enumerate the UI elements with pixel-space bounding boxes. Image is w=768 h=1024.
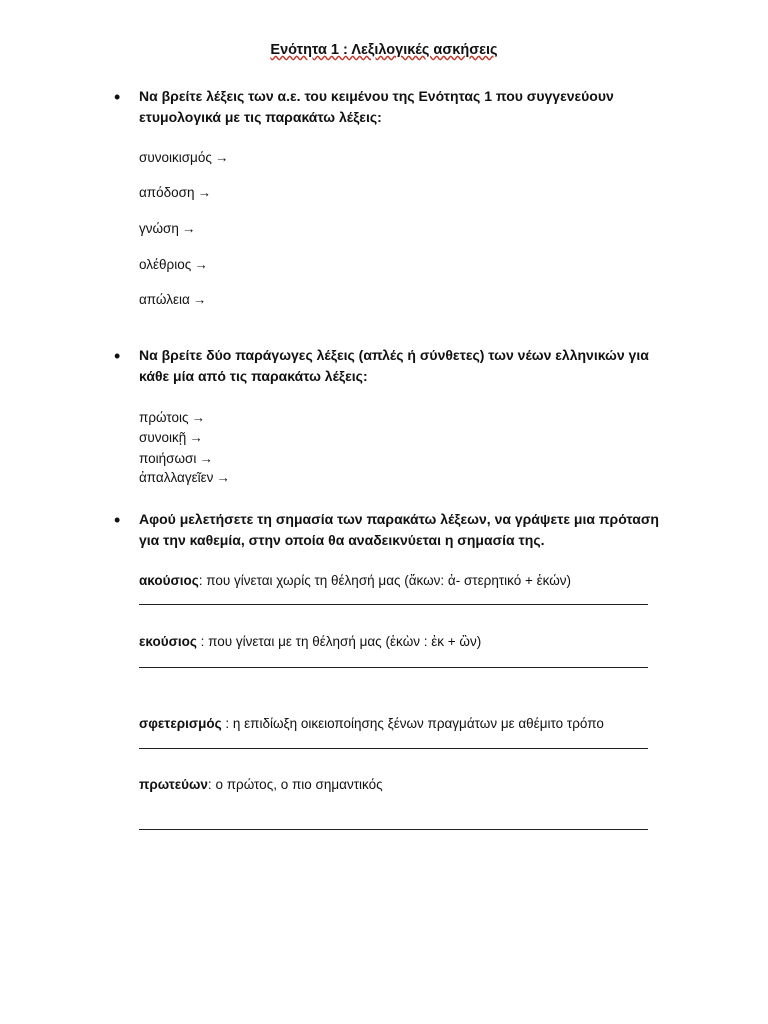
answer-line-2[interactable]: [139, 667, 648, 668]
definition-1: ακούσιος: που γίνεται χωρίς τη θέλησή μας (ἄκων: ἀ- στερητικό + ἑκών): [139, 573, 572, 588]
definition-3: σφετερισμός : η επιδίωξη οικειοποίησης ξένων πραγμάτων με αθέμιτο τρόπο: [139, 716, 604, 731]
exercise-1-word-1: συνοικισμός →: [139, 150, 229, 165]
bullet-2: •: [114, 346, 121, 366]
page-title: Ενότητα 1 : Λεξιλογικές ασκήσεις: [270, 42, 498, 58]
exercise-3-question: Αφού μελετήσετε τη σημασία των παρακάτω λέξεων, να γράψετε μια πρόταση για την καθεμία, στην οποία θα αναδεικνύεται η σημασία της.: [139, 511, 659, 548]
bullet-1: •: [114, 87, 121, 107]
definition-2: εκούσιος : που γίνεται με τη θέλησή μας (ἑκὼν : ἐκ + ὢν): [139, 634, 482, 649]
answer-line-3[interactable]: [139, 748, 648, 749]
exercise-1-word-4: ολέθριος →: [139, 257, 208, 272]
bullet-3: •: [114, 510, 121, 530]
answer-line-4[interactable]: [139, 829, 648, 830]
exercise-1-word-5: απώλεια →: [139, 292, 207, 307]
exercise-2-word-4: ἀπαλλαγεῖεν →: [139, 470, 230, 485]
exercise-2-question: Να βρείτε δύο παράγωγες λέξεις (απλές ή σύνθετες) των νέων ελληνικών για κάθε μία από τις παρακάτω λέξεις:: [139, 347, 649, 384]
exercise-2-word-2: συνοικῇ →: [139, 430, 203, 445]
exercise-1-question: Να βρείτε λέξεις των α.ε. του κειμένου της Ενότητας 1 που συγγενεύουν ετυμολογικά με τις παρακάτω λέξεις:: [139, 88, 614, 125]
answer-line-1[interactable]: [139, 604, 648, 605]
exercise-2-word-1: πρώτοις →: [139, 410, 205, 425]
exercise-1-word-2: απόδοση →: [139, 185, 211, 200]
definition-4: πρωτεύων: ο πρώτος, ο πιο σημαντικός: [139, 777, 383, 792]
exercise-2-word-3: ποιήσωσι →: [139, 451, 213, 466]
exercise-1-word-3: γνώση →: [139, 221, 196, 236]
